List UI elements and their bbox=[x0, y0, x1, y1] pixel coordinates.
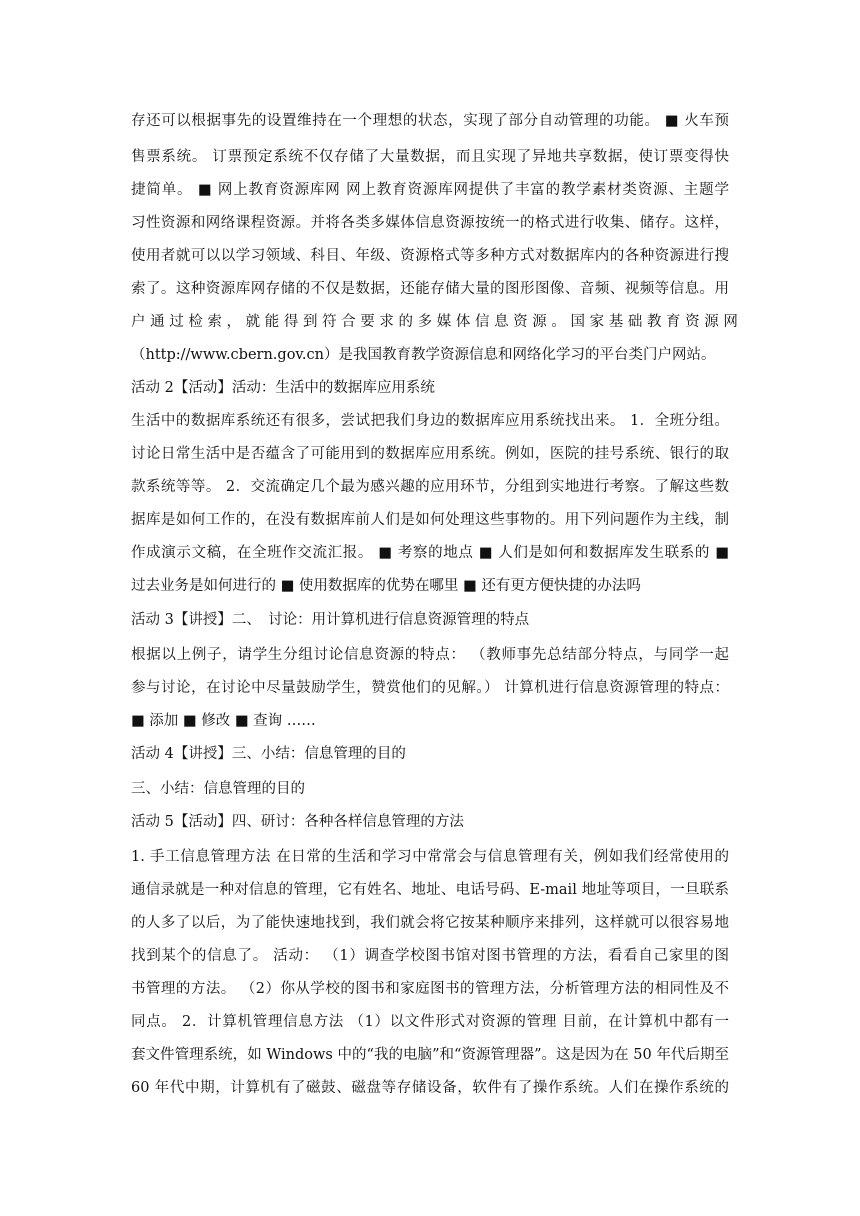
text-line: 1. 手工信息管理方法 在日常的生活和学习中常常会与信息管理有关，例如我们经常使用的 bbox=[131, 849, 729, 865]
text-line: 60 年代中期，计算机有了磁鼓、磁盘等存储设备，软件有了操作系统。人们在操作系统的 bbox=[131, 1080, 729, 1096]
text-line: 参与讨论，在讨论中尽量鼓励学生，赞赏他们的见解。） 计算机进行信息资源管理的特点： bbox=[131, 680, 729, 696]
text-line: 售票系统。 订票预定系统不仅存储了大量数据，而且实现了异地共享数据，使订票变得快 bbox=[131, 149, 729, 165]
text-line: 讨论日常生活中是否蕴含了可能用到的数据库应用系统。例如，医院的挂号系统、银行的取 bbox=[131, 446, 729, 462]
text-line: ■ 添加 ■ 修改 ■ 查询 …… bbox=[131, 713, 316, 729]
text-line: 存还可以根据事先的设置维持在一个理想的状态，实现了部分自动管理的功能。 ■ 火车预 bbox=[131, 113, 729, 129]
text-line: 捷简单。 ■ 网上教育资源库网 网上教育资源库网提供了丰富的教学素材类资源、主题学 bbox=[131, 182, 729, 198]
text-line: 通信录就是一种对信息的管理，它有姓名、地址、电话号码、E-mail 地址等项目，一旦联系 bbox=[131, 882, 729, 898]
text-line: 书管理的方法。 （2）你从学校的图书和家庭图书的管理方法，分析管理方法的相同性及不 bbox=[131, 981, 729, 997]
section-heading: 三、小结：信息管理的目的 bbox=[131, 781, 305, 797]
text-line: 生活中的数据库系统还有很多，尝试把我们身边的数据库应用系统找出来。 1．全班分组。 bbox=[131, 413, 729, 429]
text-line: 使用者就可以以学习领域、科目、年级、资源格式等多种方式对数据库内的各种资源进行搜 bbox=[131, 248, 729, 264]
activity-heading: 活动 2【活动】活动：生活中的数据库应用系统 bbox=[131, 380, 435, 396]
text-line: 据库是如何工作的，在没有数据库前人们是如何处理这些事物的。用下列问题作为主线，制 bbox=[131, 512, 729, 528]
text-line: 款系统等等。 2．交流确定几个最为感兴趣的应用环节，分组到实地进行考察。了解这些数 bbox=[131, 479, 729, 495]
text-line: 找到某个的信息了。 活动： （1）调查学校图书馆对图书管理的方法，看看自己家里的图 bbox=[131, 948, 729, 964]
text-line: 习性资源和网络课程资源。并将各类多媒体信息资源按统一的格式进行收集、储存。这样， bbox=[131, 215, 729, 231]
activity-heading: 活动 5【活动】四、研讨：各种各样信息管理的方法 bbox=[131, 814, 464, 830]
text-line: （http://www.cbern.gov.cn）是我国教育教学资源信息和网络化学习的平台类门户网站。 bbox=[131, 347, 716, 363]
activity-heading: 活动 3【讲授】二、 讨论：用计算机进行信息资源管理的特点 bbox=[131, 612, 530, 628]
text-line: 的人多了以后，为了能快速地找到，我们就会将它按某种顺序来排列，这样就可以很容易地 bbox=[131, 915, 729, 931]
text-line: 户 通 过 检 索 ， 就 能 得 到 符 合 要 求 的 多 媒 体 信 息 资 源 。 国 家 基 础 教 育 资 源 网 bbox=[131, 314, 738, 330]
text-line: 同点。 2．计算机管理信息方法 （1）以文件形式对资源的管理 目前，在计算机中都有一 bbox=[131, 1014, 729, 1030]
text-line: 过去业务是如何进行的 ■ 使用数据库的优势在哪里 ■ 还有更方便快捷的办法吗 bbox=[131, 578, 641, 594]
activity-heading: 活动 4【讲授】三、小结：信息管理的目的 bbox=[131, 746, 406, 762]
text-line: 根据以上例子，请学生分组讨论信息资源的特点： （教师事先总结部分特点，与同学一起 bbox=[131, 647, 729, 663]
text-line: 索了。这种资源库网存储的不仅是数据，还能存储大量的图形图像、音频、视频等信息。用 bbox=[131, 281, 729, 297]
text-line: 作成演示文稿，在全班作交流汇报。 ■ 考察的地点 ■ 人们是如何和数据库发生联系的 ■ bbox=[131, 545, 729, 561]
text-line: 套文件管理系统，如 Windows 中的“我的电脑”和“资源管理器”。这是因为在 50 年代后期至 bbox=[131, 1047, 729, 1063]
